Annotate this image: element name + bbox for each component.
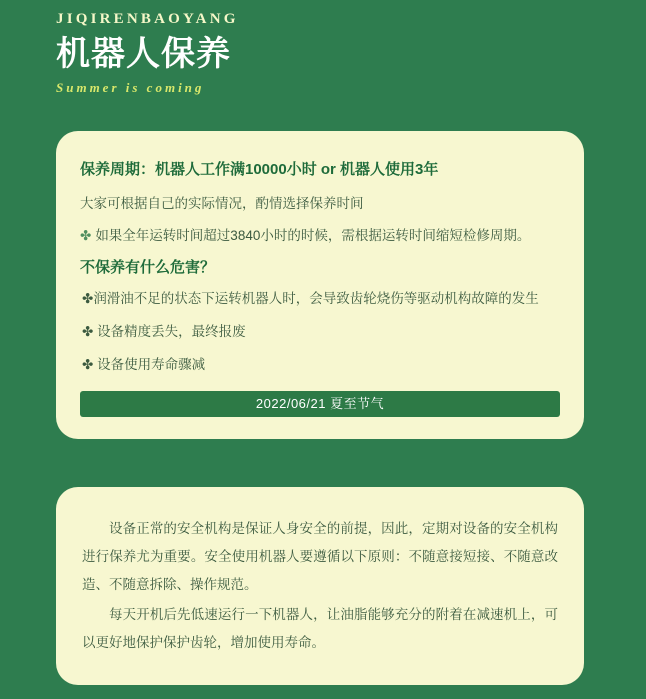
harm-subheading: 不保养有什么危害？ [80, 259, 216, 276]
maintenance-cycle-lead: 保养周期：机器人工作满10000小时 or 机器人使用3年 [80, 161, 439, 178]
title-pinyin: JIQIRENBAOYANG [56, 11, 239, 27]
page-title: 机器人保养 [56, 35, 231, 73]
harm-item-3-text: 设备使用寿命骤减 [97, 357, 206, 372]
harm-item-1 [80, 286, 560, 311]
bullet-mark-icon: ✤ [82, 324, 94, 339]
bullet-mark-icon: ✤ [80, 228, 92, 243]
subtitle-english: Summer is coming [56, 80, 205, 95]
safety-notes-card [56, 487, 584, 685]
maintenance-info-card [56, 131, 584, 439]
maintenance-note: 大家可根据自己的实际情况，酌情选择保养时间 [80, 196, 364, 211]
harm-item-1-text: 润滑油不足的状态下运转机器人时，会导致齿轮烧伤等驱动机构故障的发生 [93, 291, 539, 306]
poster-header [0, 0, 646, 98]
maintenance-bullet-1-text: 如果全年运转时间超过3840小时的时候，需根据运转时间缩短检修周期。 [95, 228, 531, 243]
bullet-mark-icon: ✤ [82, 357, 94, 372]
harm-item-3 [80, 352, 560, 377]
bullet-mark-icon: ✤ [82, 291, 94, 306]
maintenance-bullet-1 [80, 223, 560, 248]
date-badge: 2022/06/21 夏至节气 [80, 391, 560, 417]
harm-item-2 [80, 319, 560, 344]
harm-item-2-text: 设备精度丢失，最终报废 [97, 324, 246, 339]
safety-paragraph-2: 每天开机后先低速运行一下机器人，让油脂能够充分的附着在减速机上，可以更好地保护保护齿轮，增加使用寿命。 [82, 607, 558, 650]
safety-paragraph-1: 设备正常的安全机构是保证人身安全的前提，因此，定期对设备的安全机构进行保养尤为重要。安全使用机器人要遵循以下原则：不随意接短接、不随意改造、不随意拆除、操作规范。 [82, 521, 558, 592]
